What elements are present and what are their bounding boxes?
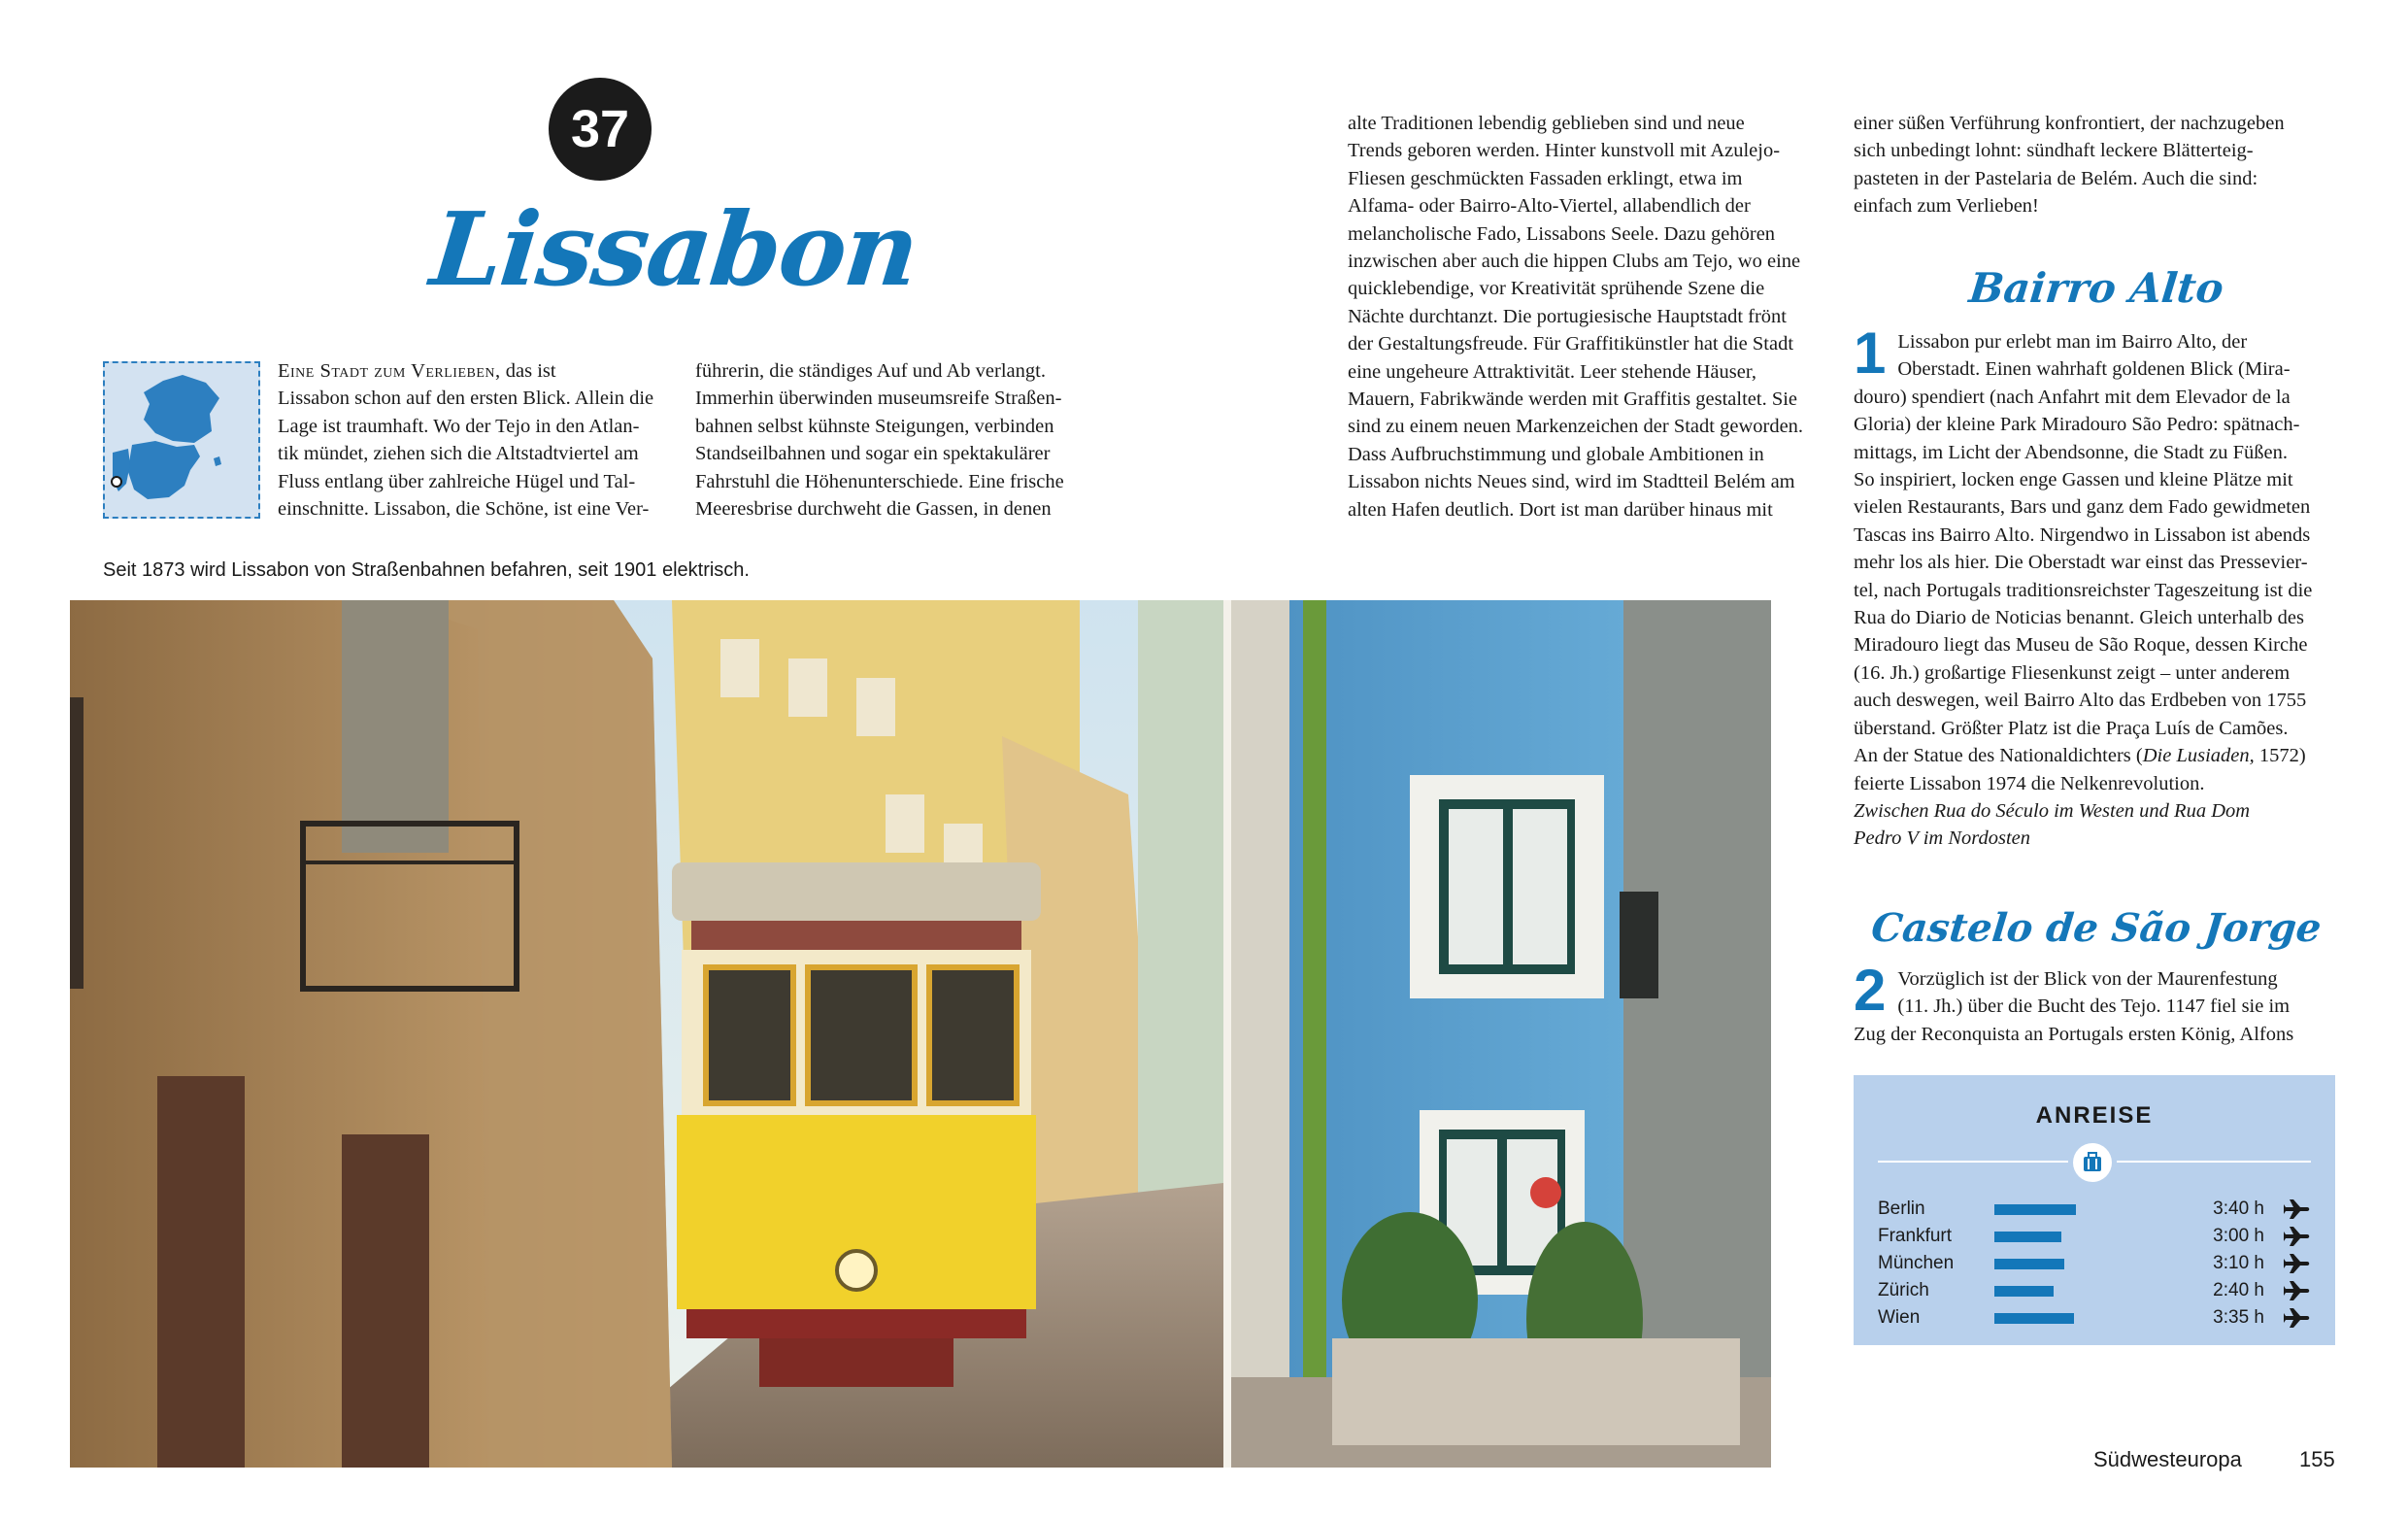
city-label: Frankfurt xyxy=(1878,1226,1953,1246)
city-label: München xyxy=(1878,1253,1955,1273)
duration-bar xyxy=(1994,1313,2074,1324)
anreise-box xyxy=(1854,1075,2335,1345)
footer-region: Südwesteuropa xyxy=(2093,1447,2242,1471)
duration-label: 3:35 h xyxy=(2213,1307,2264,1328)
airplane-icon xyxy=(2284,1251,2311,1276)
intro-column-3: alte Traditionen lebendig geblieben sind und neue Trends geboren werden. Hinter kunstvoll mit Azulejo- Fliesen geschmückten Fassaden erklingt, etwa im Alfama- oder Bairro-Alto-Viertel, allabendlich der melancholische Fado, Lissabons Seele. Dazu gehören inzwischen aber auch die hippen Clubs am Tejo, wo eine quicklebendige, vor Kreativität sprühende Szene die Nächte durchtanzt. Die portugiesische Hauptstadt frönt der Gestaltungsfreude. Für Graffitikünstler hat die Stadt eine ungeheure Attraktivität. Leer stehende Häuser, Mauern, Fabrikwände werden mit Graffitis gestaltet. Sie sind zu einem neuen Markenzeichen der Stadt geworden. Dass Aufbruchstimmung und globale Ambitionen in Lissabon nichts Neues sind, wird im Stadtteil Belém am alten Hafen deutlich. Dort ist man darüber hinaus mit xyxy=(1348,113,1804,521)
intro-lead: Eine Stadt zum Verlieben, xyxy=(278,360,501,382)
duration-label: 2:40 h xyxy=(2213,1280,2264,1300)
duration-bar xyxy=(1994,1259,2064,1269)
intro-column-4: einer süßen Verführung konfrontiert, der nachzugeben sich unbedingt lohnt: sündhaft leckere Blätterteig- pasteten in der Pastelaria de Belém. Auch die sind: einfach zum Verlieben! xyxy=(1854,113,2285,218)
airplane-icon xyxy=(2284,1278,2311,1303)
anreise-title: ANREISE xyxy=(2035,1102,2154,1129)
tram-photo xyxy=(70,600,1771,1468)
anreise-row-zuerich xyxy=(1878,1278,2311,1305)
section-heading-castelo: Castelo de São Jorge xyxy=(1869,905,2324,951)
luggage-icon xyxy=(2073,1143,2112,1182)
anreise-row-muenchen xyxy=(1878,1251,2311,1278)
city-label: Wien xyxy=(1878,1307,1921,1328)
anreise-row-frankfurt xyxy=(1878,1224,2311,1251)
tram-street-image xyxy=(70,600,1771,1468)
city-label: Zürich xyxy=(1878,1280,1929,1300)
duration-bar xyxy=(1994,1286,2054,1297)
duration-bar xyxy=(1994,1232,2061,1242)
divider xyxy=(2117,1161,2311,1163)
photo-caption: Seit 1873 wird Lissabon von Straßenbahnen befahren, seit 1901 elektrisch. xyxy=(103,559,750,581)
section-2-number: 2 xyxy=(1854,958,1887,1023)
section-1-location: Zwischen Rua do Século im Westen und Rua Dom Pedro V im Nordosten xyxy=(1854,799,2251,850)
duration-bar xyxy=(1994,1204,2076,1215)
iberia-map-icon xyxy=(105,363,258,517)
section-2-text: 2 Vorzüglich ist der Blick von der Maurenfestung (11. Jh.) über die Bucht des Tejo. 1147 fiel sie im Zug der Reconquista an Portugals ersten König, Alfons xyxy=(1854,958,2294,1045)
anreise-row-berlin xyxy=(1878,1197,2311,1224)
locator-map xyxy=(103,361,260,519)
airplane-icon xyxy=(2284,1224,2311,1249)
duration-label: 3:40 h xyxy=(2213,1198,2264,1219)
city-label: Berlin xyxy=(1878,1198,1925,1219)
section-1-number: 1 xyxy=(1854,321,1887,386)
intro-column-1: Eine Stadt zum Verlieben, das ist Lissabon schon auf den ersten Blick. Allein die Lage ist traumhaft. Wo der Tejo in den Atlan- tik mündet, ziehen sich die Altstadtviertel am Fluss entlang über zahlreiche Hügel und Tal- einschnitte. Lissabon, die Schöne, ist eine Ver- xyxy=(278,360,654,521)
intro-column-2: führerin, die ständiges Auf und Ab verlangt. Immerhin überwinden museumsreife Straßen- bahnen selbst kühnste Steigungen, verbinden Standseilbahnen und sogar ein spektakulärer Fahrstuhl die Höhenunterschiede. Eine frische Meeresbrise durchweht die Gassen, in denen xyxy=(695,360,1064,521)
airplane-icon xyxy=(2284,1197,2311,1222)
section-1-text: 1 Lissabon pur erlebt man im Bairro Alto, der Oberstadt. Einen wahrhaft goldenen Blick (Mira- douro) spendiert (nach Anfahrt mit dem Elevador de la Gloria) der kleine Park Miradouro São Pedro: spätnach- mittags, im Licht der Abendsonne, die Stadt zu Füßen. So inspiriert, locken enge Gassen und kleine Plätze mit vielen Restaurants, Bars und ganz dem Fado gewidmeten Tascas ins Bairro Alto. Nirgendwo in Lissabon ist abends mehr los als hier. Die Oberstadt war einst das Pressevier- tel, nach Portugals traditionsreichster Tageszeitung ist die Rua do Diario de Noticias benannt. Gleich unterhalb des Miradouro liegt das Museu de São Roque, dessen Kirche (16. Jh.) großartige Fliesenkunst zeigt – unter anderem auch deswegen, weil Bairro Alto das Erdbeben von 1755 überstand. Größter Platz ist die Praça Luís de Camões. An der Statue des Nationaldichters (Die Lusiaden, 1572) feierte Lissabon 1974 die Nelkenrevolution. Zwischen Rua do Século im Westen und Rua Dom Pedro V im Nordosten xyxy=(1854,328,2339,853)
duration-label: 3:00 h xyxy=(2213,1226,2264,1246)
work-title: Die Lusiaden, xyxy=(2142,745,2255,767)
chapter-number: 37 xyxy=(570,100,630,158)
chapter-number-badge xyxy=(549,78,652,181)
divider xyxy=(1878,1161,2068,1163)
duration-label: 3:10 h xyxy=(2213,1253,2264,1273)
anreise-row-wien xyxy=(1878,1305,2311,1333)
page-number: 155 xyxy=(2299,1447,2335,1471)
section-heading-bairro-alto: Bairro Alto xyxy=(1966,264,2226,312)
chapter-title: Lissabon xyxy=(425,189,923,309)
airplane-icon xyxy=(2284,1305,2311,1331)
